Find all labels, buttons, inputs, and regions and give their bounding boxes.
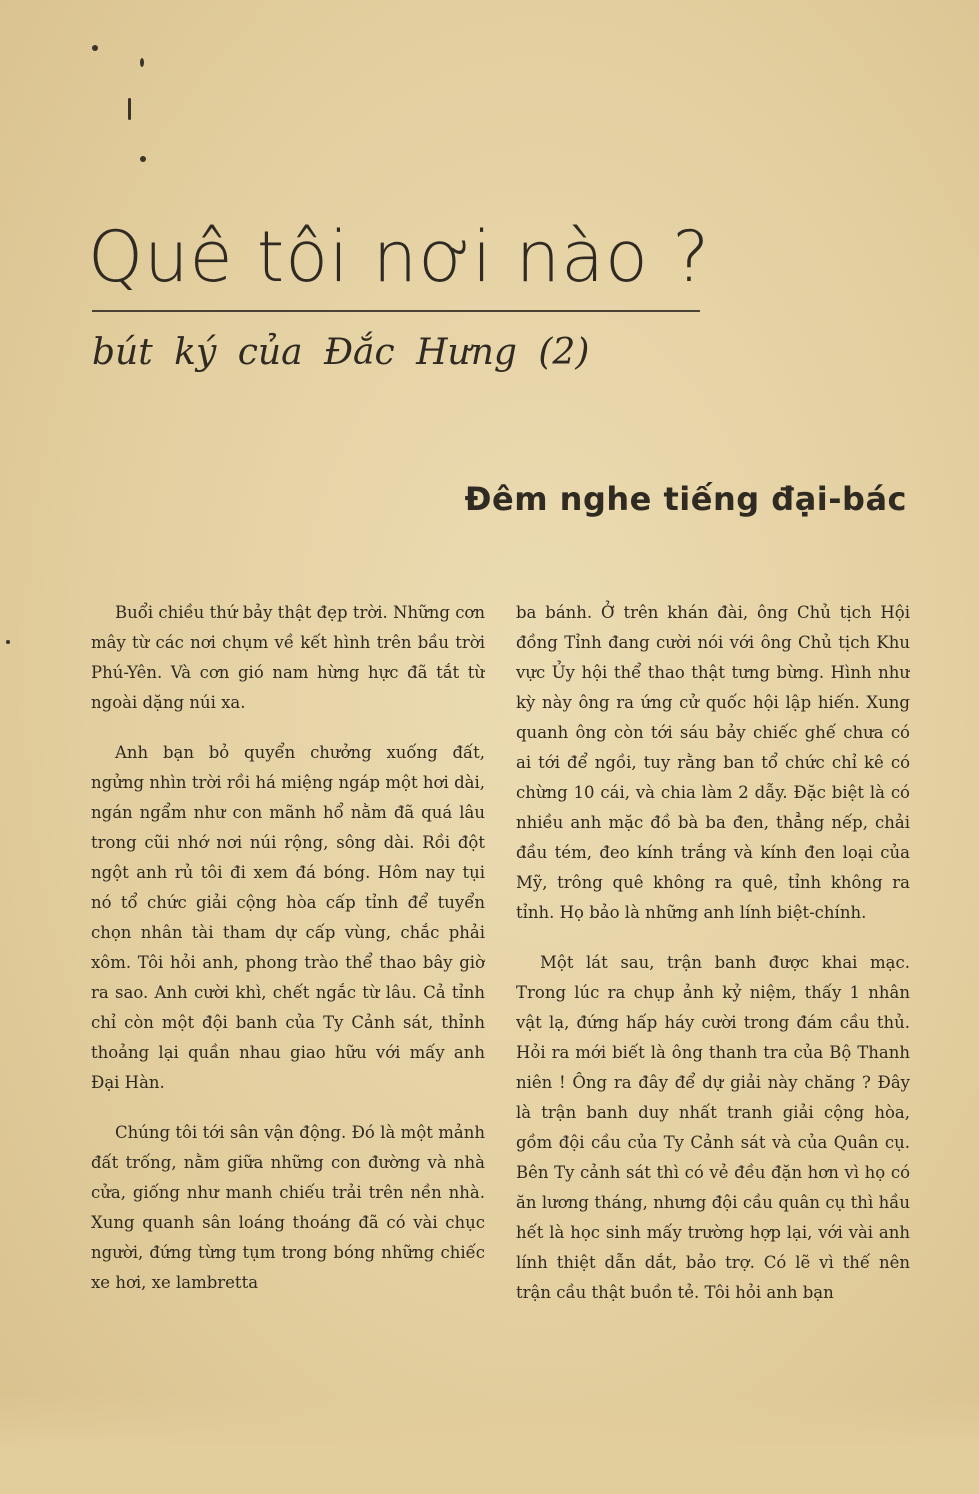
ink-speck: [92, 45, 98, 51]
page-bottom-fade: [0, 1394, 979, 1494]
right-column: [516, 598, 910, 1398]
section-heading: Đêm nghe tiếng đại-bác: [464, 480, 907, 518]
article-title: Quê tôi nơi nào ?: [88, 216, 711, 298]
ink-speck: [6, 640, 10, 644]
ink-speck: [140, 156, 146, 162]
paragraph: Chúng tôi tới sân vận động. Đó là một mảnh đất trống, nằm giữa những con đường và nhà cửa, giống như manh chiếu trải trên nền nhà. Xung quanh sân loáng thoáng đã có vài chục người, đứng từng tụm trong bóng những chiếc xe hơi, xe lambretta: [91, 1123, 485, 1292]
paragraph: Một lát sau, trận banh được khai mạc. Trong lúc ra chụp ảnh kỷ niệm, thấy 1 nhân vật lạ, đứng hấp háy cười trong đám cầu thủ. Hỏi ra mới biết là ông thanh tra của Bộ Thanh niên ! Ông ra đây để dự giải này chăng ? Đây là trận banh duy nhất tranh giải cộng hòa, gồm đội cầu của Ty Cảnh sát và của Quân cụ. Bên Ty cảnh sát thì có vẻ đều đặn hơn vì họ có ăn lương tháng, nhưng đội cầu quân cụ thì hầu hết là học sinh mấy trường hợp lại, với vài anh lính thiệt dẫn dắt, bảo trợ. Có lẽ vì thế nên trận cầu thật buồn tẻ. Tôi hỏi anh bạn: [516, 953, 910, 1302]
paragraph: Anh bạn bỏ quyển chưởng xuống đất, ngửng nhìn trời rồi há miệng ngáp một hơi dài, ngán ngẩm như con mãnh hổ nằm đã quá lâu trong cũi nhớ nơi núi rộng, sông dài. Rồi đột ngột anh rủ tôi đi xem đá bóng. Hôm nay tụi nó tổ chức giải cộng hòa cấp tỉnh để tuyển chọn nhân tài tham dự cấp vùng, chắc phải xôm. Tôi hỏi anh, phong trào thể thao bây giờ ra sao. Anh cười khì, chết ngắc từ lâu. Cả tỉnh chỉ còn một đội banh của Ty Cảnh sát, thỉnh thoảng lại quần nhau giao hữu với mấy anh Đại Hàn.: [91, 743, 485, 1092]
title-underline: [92, 310, 700, 312]
left-column: [91, 598, 485, 1398]
article-byline: bút ký của Đắc Hưng (2): [92, 332, 590, 373]
paragraph: Buổi chiều thứ bảy thật đẹp trời. Những cơn mây từ các nơi chụm về kết hình trên bầu trời Phú-Yên. Và cơn gió nam hừng hực đã tắt từ ngoài dặng núi xa.: [91, 603, 485, 712]
paragraph: ba bánh. Ở trên khán đài, ông Chủ tịch Hội đồng Tỉnh đang cười nói với ông Chủ tịch Khu vực Ủy hội thể thao thật tưng bừng. Hình như kỳ này ông ra ứng cử quốc hội lập hiến. Xung quanh ông còn tới sáu bảy chiếc ghế chưa có ai tới để ngồi, tuy rằng ban tổ chức chỉ kê có chừng 10 cái, và chia làm 2 dẫy. Đặc biệt là có nhiều anh mặc đồ bà ba đen, thẳng nếp, chải đầu tém, đeo kính trắng và kính đen loại của Mỹ, trông quê không ra quê, tỉnh không ra tỉnh. Họ bảo là những anh lính biệt-chính.: [516, 603, 910, 922]
ink-speck: [128, 98, 131, 120]
ink-speck: [140, 58, 144, 67]
